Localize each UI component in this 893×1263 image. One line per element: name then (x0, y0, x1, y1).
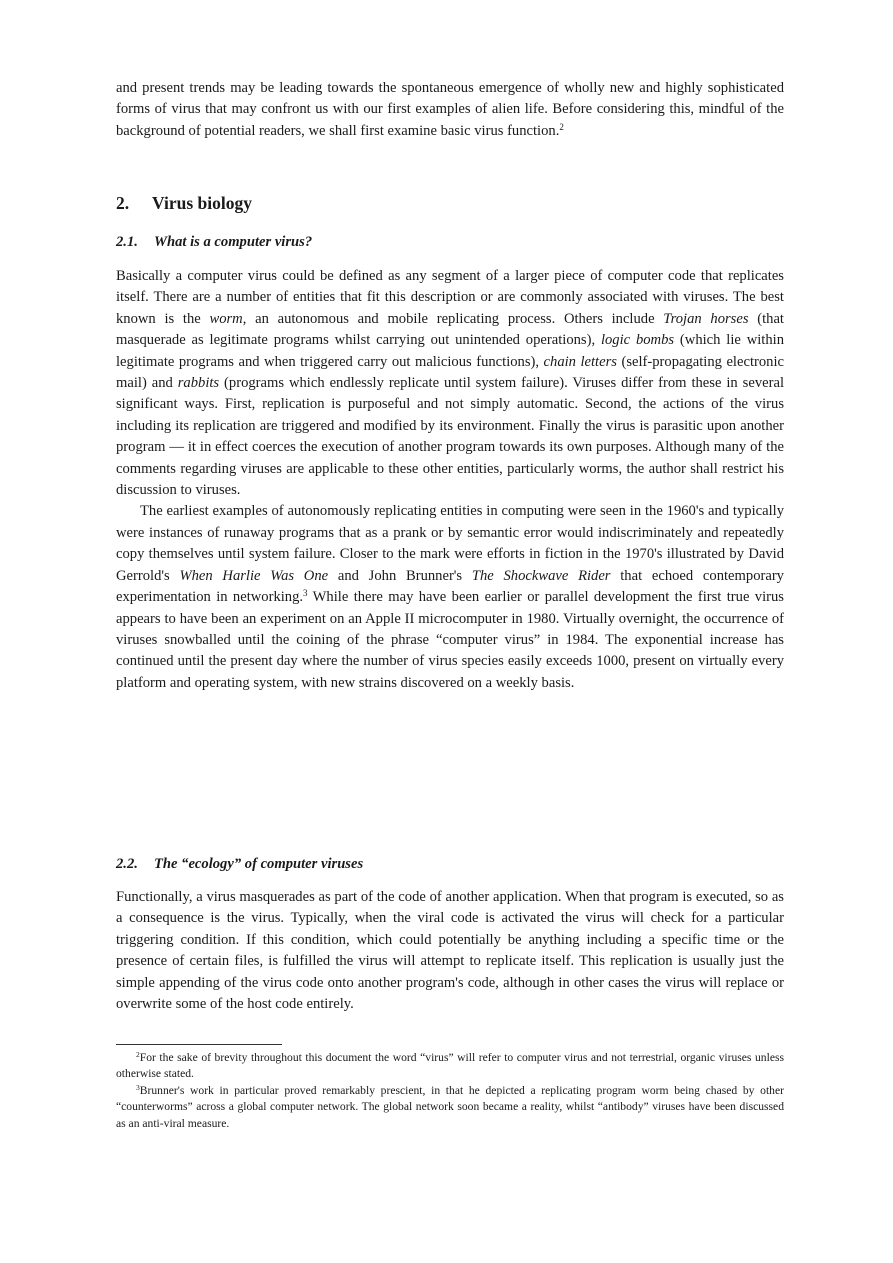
title-shockwave-rider: The Shockwave Rider (471, 567, 611, 584)
subsection-number: 2.2. (116, 856, 138, 872)
term-logic-bombs: logic bombs (600, 332, 675, 349)
footnote-marker: 2 (559, 121, 564, 132)
paragraph-ecology: Functionally, a virus masquerades as part of the code of another application. When that program is executed, so as a consequence is the virus. Typically, when the viral code is activated the virus will check for a particular triggering condition. If this condition, which could potentially be anything including a specific time or the presence of certain files, is fulfilled the virus will attempt to replicate itself. This replication is usually just the simple appending of the virus code onto another program's code, although in other cases the virus will replace or overwrite some of the host code entirely. (116, 889, 784, 1013)
term-chain-letters: chain letters (543, 353, 617, 370)
footnote-marker: 3 (303, 588, 308, 599)
footnote-number: 2 (136, 1050, 140, 1059)
subsection-number: 2.1. (116, 234, 138, 250)
section-title: Virus biology (152, 193, 252, 213)
paragraph-history: The earliest examples of autonomously replicating entities in computing were seen in the 1960's and typically were instances of runaway programs that as a prank or by semantic error would indiscriminately and repeatedly copy themselves until system failure. Closer to the mark were efforts in fiction in the 1970's illustrated by David Gerrold's When Harlie Was One and John Brunner's The Shockwave Rider that echoed contemporary experimentation in networking.$^3$ While there may have been earlier or parallel development the first true virus appears to have been an experiment on an Apple II microcomputer in 1980. Virtually overnight, the occurrence of viruses snowballed until the coining of the phrase “computer virus” in 1984. The exponential increase has continued until the present day where the number of virus species easily exceeds 1000, present on virtually every platform and operating system, with new strains discovered on a weekly basis. (116, 503, 784, 691)
footnotes (116, 1050, 784, 1132)
term-worm: worm (209, 310, 243, 327)
footnote: $^2$For the sake of brevity throughout this document the word “virus” will refer to computer virus and not terrestrial, organic viruses unless otherwise stated. (116, 1050, 784, 1081)
footnote-rule (116, 1044, 282, 1045)
intro-paragraph: and present trends may be leading towards the spontaneous emergence of wholly new and highly sophisticated forms of virus that may confront us with our first examples of alien life. Before considering this, mindful of the background of potential readers, we shall first examine basic virus function.$^2$ (116, 80, 784, 139)
term-rabbits: rabbits (177, 375, 220, 392)
title-when-harlie-was-one: When Harlie Was One (179, 567, 329, 584)
section-number: 2. (116, 193, 130, 213)
footnote: $^3$Brunner's work in particular proved remarkably prescient, in that he depicted a replicating program worm being chased by other “counterworms” across a global computer network. The global network soon became a reality, whilst “antibody” viruses have been discussed as an anti-viral measure. (116, 1082, 784, 1130)
body-block-1 (116, 266, 784, 694)
term-trojan-horses: Trojan horses (663, 310, 749, 327)
section-heading (116, 192, 252, 214)
intro-block (116, 78, 784, 142)
subsection-heading (116, 232, 312, 252)
subsection-title: What is a computer virus? (154, 234, 313, 250)
subsection-title: The “ecology” of computer viruses (154, 856, 364, 872)
paragraph-definition: Basically a computer virus could be defined as any segment of a larger piece of computer code that replicates itself. There are a number of entities that fit this description or are commonly associated with viruses. The best known is the worm, an autonomous and mobile replicating process. Others include Trojan horses (that masquerade as legitimate programs whilst carrying out unintended operations), logic bombs (which lie within legitimate programs and when triggered carry out malicious functions), chain letters (self-propagating electronic mail) and rabbits (programs which endlessly replicate until system failure). Viruses differ from these in several significant ways. First, replication is purposeful and not simply automatic. Second, the actions of the virus including its replication are triggered and modified by its environment. Finally the virus is parasitic upon another program — it in effect coerces the execution of another program towards its own purposes. Although many of the comments regarding viruses are applicable to these other entities, particularly worms, the author shall restrict his discussion to viruses. (116, 268, 784, 499)
subsection-heading (116, 854, 363, 874)
body-block-2 (116, 887, 784, 1015)
footnote-number: 3 (136, 1082, 140, 1092)
